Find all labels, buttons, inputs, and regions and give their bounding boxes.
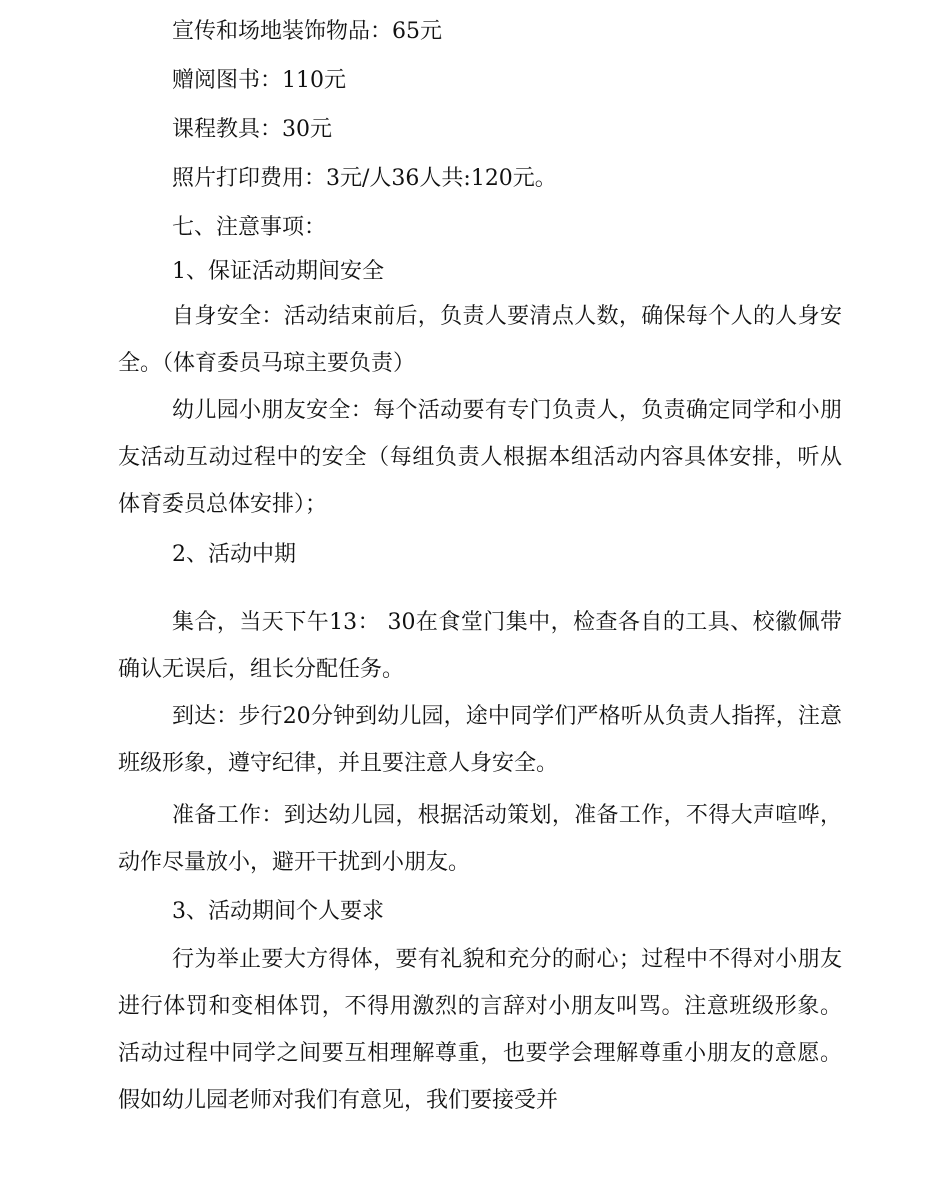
- subsection-heading-safety: 1、保证活动期间安全: [172, 259, 384, 284]
- paragraph-behavior-requirements: 行为举止要大方得体，要有礼貌和充分的耐心；过程中不得对小朋友进行体罚和变相体罚，不得用激烈的言辞对小朋友叫骂。注意班级形象。活动过程中同学之间要互相理解尊重，也要学会理解尊重小朋友的意愿。假如幼儿园老师对我们有意见，我们要接受并: [118, 947, 842, 1113]
- paragraph-children-safety: 幼儿园小朋友安全：每个活动要有专门负责人，负责确定同学和小朋友活动互动过程中的安全（每组负责人根据本组活动内容具体安排，听从体育委员总体安排）；: [118, 398, 842, 517]
- paragraph-gathering: 集合，当天下午13： 30在食堂门集中，检查各自的工具、校徽佩带确认无误后，组长分配任务。: [118, 610, 842, 682]
- budget-line-teaching-aids: 课程教具：30元: [172, 117, 332, 142]
- subsection-heading-personal-requirements: 3、活动期间个人要求: [172, 899, 384, 924]
- paragraph-self-safety: 自身安全：活动结束前后，负责人要清点人数，确保每个人的人身安全。（体育委员马琼主要负责）: [118, 304, 842, 376]
- subsection-heading-midterm: 2、活动中期: [172, 542, 296, 567]
- budget-line-photo-printing: 照片打印费用：3元/人36人共:120元。: [172, 166, 557, 191]
- budget-line-books: 赠阅图书：110元: [172, 68, 346, 93]
- paragraph-preparation: 准备工作：到达幼儿园，根据活动策划，准备工作，不得大声喧哗，动作尽量放小，避开干扰到小朋友。: [118, 803, 842, 875]
- paragraph-arrival: 到达：步行20分钟到幼儿园，途中同学们严格听从负责人指挥，注意班级形象，遵守纪律，并且要注意人身安全。: [118, 704, 842, 776]
- budget-line-decoration: 宣传和场地装饰物品：65元: [172, 19, 442, 44]
- section-heading-notes: 七、注意事项：: [172, 215, 327, 240]
